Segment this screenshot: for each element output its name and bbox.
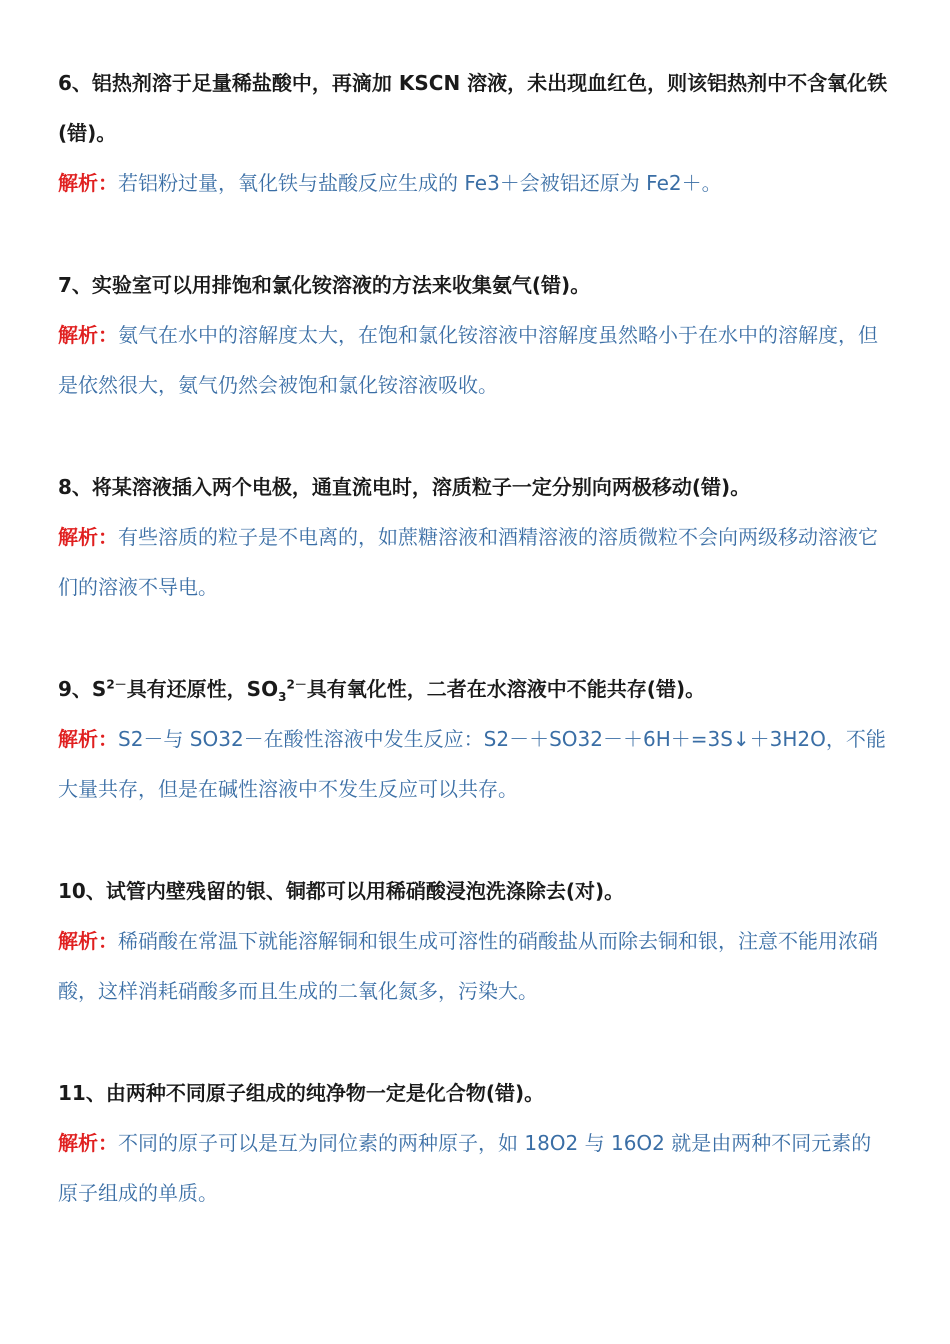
analysis-label: 解析： — [58, 929, 118, 953]
charge-superscript: 2－ — [106, 677, 127, 692]
question-text: 6、铝热剂溶于足量稀盐酸中，再滴加 KSCN 溶液，未出现血红色，则该铝热剂中不含氧化铁(错)。 — [58, 71, 888, 145]
analysis-text: 稀硝酸在常温下就能溶解铜和银生成可溶性的硝酸盐从而除去铜和银，注意不能用浓硝酸，这样消耗硝酸多而且生成的二氧化氮多，污染大。 — [58, 929, 878, 1003]
question-text — [58, 664, 888, 714]
analysis-text: 不同的原子可以是互为同位素的两种原子，如 18O2 与 16O2 就是由两种不同元素的原子组成的单质。 — [58, 1131, 872, 1205]
analysis-paragraph — [58, 714, 888, 814]
question-block-9 — [58, 664, 888, 814]
analysis-paragraph — [58, 1118, 888, 1218]
analysis-label: 解析： — [58, 525, 118, 549]
analysis-paragraph — [58, 512, 888, 612]
analysis-label: 解析： — [58, 323, 118, 347]
analysis-label: 解析： — [58, 1131, 118, 1155]
question-block-10 — [58, 866, 888, 1016]
charge-superscript: 2－ — [286, 677, 307, 692]
analysis-text: 氨气在水中的溶解度太大，在饱和氯化铵溶液中溶解度虽然略小于在水中的溶解度，但是依然很大，氨气仍然会被饱和氯化铵溶液吸收。 — [58, 323, 878, 397]
analysis-text: S2－与 SO32－在酸性溶液中发生反应：S2－＋SO32－＋6H＋=3S↓＋3H2O，不能大量共存，但是在碱性溶液中不发生反应可以共存。 — [58, 727, 886, 801]
question-text-part: 具有还原性，SO — [126, 677, 279, 701]
analysis-paragraph — [58, 310, 888, 410]
question-text: 7、实验室可以用排饱和氯化铵溶液的方法来收集氨气(错)。 — [58, 273, 591, 297]
question-text: 11、由两种不同原子组成的纯净物一定是化合物(错)。 — [58, 1081, 545, 1105]
question-block-11 — [58, 1068, 888, 1218]
question-text: 10、试管内壁残留的银、铜都可以用稀硝酸浸泡洗涤除去(对)。 — [58, 879, 625, 903]
question-text-part: 具有氧化性，二者在水溶液中不能共存(错)。 — [306, 677, 706, 701]
analysis-label: 解析： — [58, 727, 118, 751]
analysis-paragraph — [58, 916, 888, 1016]
question-block-8 — [58, 462, 888, 612]
analysis-paragraph — [58, 158, 888, 208]
question-block-7 — [58, 260, 888, 410]
analysis-label: 解析： — [58, 171, 118, 195]
analysis-text: 若铝粉过量，氧化铁与盐酸反应生成的 Fe3＋会被铝还原为 Fe2＋。 — [118, 171, 722, 195]
question-block-6 — [58, 58, 888, 208]
question-text-part: 9、S — [58, 677, 107, 701]
analysis-text: 有些溶质的粒子是不电离的，如蔗糖溶液和酒精溶液的溶质微粒不会向两级移动溶液它们的溶液不导电。 — [58, 525, 878, 599]
formula-subscript: 3 — [278, 690, 287, 704]
question-text: 8、将某溶液插入两个电极，通直流电时，溶质粒子一定分别向两极移动(错)。 — [58, 475, 751, 499]
